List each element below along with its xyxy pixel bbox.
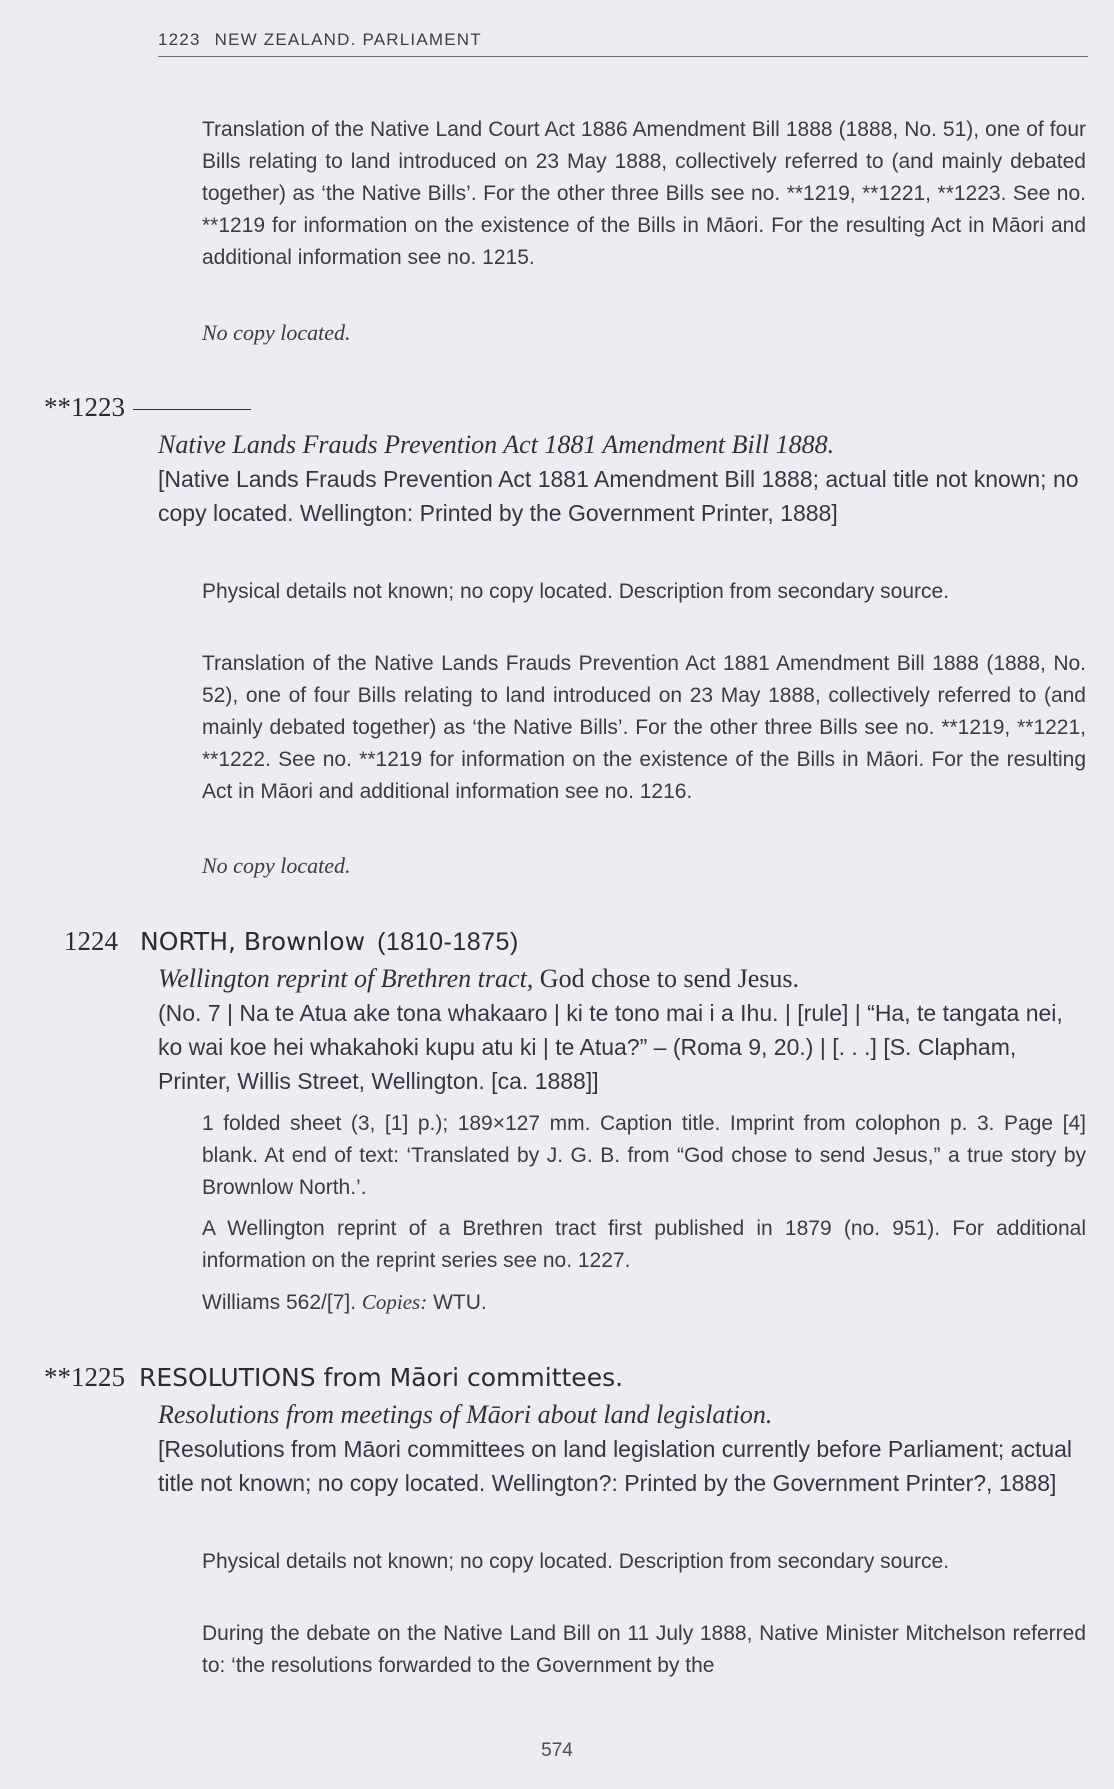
running-head-page: 1223 xyxy=(158,30,201,49)
entry-number: **1225 xyxy=(44,1362,125,1392)
entry-1224-title xyxy=(158,962,1088,996)
entry-1223-heading xyxy=(44,390,251,424)
author-name: NORTH, Brownlow xyxy=(140,927,366,956)
entry-1225-heading xyxy=(44,1360,623,1395)
copies-value: WTU. xyxy=(433,1291,487,1314)
entry-1225-title xyxy=(158,1398,1088,1432)
reference: Williams 562/[7]. xyxy=(202,1291,357,1314)
entry-number: 1224 xyxy=(64,926,118,956)
entry-1225-physical-note: Physical details not known; no copy located. Description from secondary source. xyxy=(202,1550,950,1573)
entry-number: **1223 xyxy=(44,392,125,422)
entry-1223-translation-note: Translation of the Native Lands Frauds Prevention Act 1881 Amendment Bill 1888 (1888, No. 52), one of four Bills relating to land introduced on 23 May 1888, collectively referred to (and mainly debated together) as ‘the Native Bills’. For the other three Bills see no. **1219, **1221, **1222. See no. **1219 for information on the existence of the Bills in Māori. For the resulting Act in Māori and additional information see no. 1216. xyxy=(202,652,1086,803)
entry-1224-refs xyxy=(202,1286,1086,1319)
author-dash-rule xyxy=(133,409,251,410)
entry-title-italic: Wellington reprint of Brethren tract, xyxy=(158,964,534,993)
entry-1223-title xyxy=(158,428,1088,462)
entry-1224-heading xyxy=(64,924,519,959)
entry-1223-no-copy: No copy located. xyxy=(202,853,351,878)
entry-1223-imprint: [Native Lands Frauds Prevention Act 1881 Amendment Bill 1888; actual title not known; no copy located. Wellington: Printed by the Government Printer, 1888] xyxy=(158,466,1079,526)
page-number: 574 xyxy=(541,1740,573,1761)
copies-label: Copies: xyxy=(361,1290,428,1314)
entry-title: Resolutions from meetings of Māori about land legislation. xyxy=(158,1400,773,1429)
top-note-translation: Translation of the Native Land Court Act 1886 Amendment Bill 1888 (1888, No. 51), one of four Bills relating to land introduced on 23 May 1888, collectively referred to (and mainly debated together) as ‘the Native Bills’. For the other three Bills see no. **1219, **1221, **1223. See no. **1219 for information on the existence of the Bills in Māori. For the resulting Act in Māori and additional information see no. 1215. xyxy=(202,118,1086,269)
top-note-no-copy: No copy located. xyxy=(202,320,351,345)
entry-1224-reprint-note: A Wellington reprint of a Brethren tract first published in 1879 (no. 951). For additional information on the reprint series see no. 1227. xyxy=(202,1217,1086,1272)
entry-title-rest: God chose to send Jesus. xyxy=(533,964,800,993)
author-name: RESOLUTIONS from Māori committees. xyxy=(139,1363,624,1392)
entry-1225-imprint: [Resolutions from Māori committees on land legislation currently before Parliament; actual title not known; no copy located. Wellington?: Printed by the Government Printer?, 1888] xyxy=(158,1436,1073,1496)
entry-1225-debate-note: During the debate on the Native Land Bill on 11 July 1888, Native Minister Mitchelson referred to: ‘the resolutions forwarded to the Government by the xyxy=(202,1622,1086,1677)
running-head xyxy=(158,30,1088,57)
entry-1224-physical-note: 1 folded sheet (3, [1] p.); 189×127 mm. Caption title. Imprint from colophon p. 3. Page [4] blank. At end of text: ‘Translated by J. G. B. from “God chose to send Jesus,” a true story by Brownlow North.’. xyxy=(202,1112,1086,1199)
entry-1224-imprint: (No. 7 | Na te Atua ake tona whakaaro | ki te tono mai i a Ihu. | [rule] | “Ha, te tangata nei, ko wai koe hei whakahoki kupu atu ki | te Atua?” – (Roma 9, 20.) | [. . .] [S. Clapham, Printer, Willis Street, Wellington. [ca. 1888]] xyxy=(158,1000,1063,1094)
entry-1223-physical-note: Physical details not known; no copy located. Description from secondary source. xyxy=(202,580,950,603)
entry-title: Native Lands Frauds Prevention Act 1881 Amendment Bill 1888. xyxy=(158,430,835,459)
running-head-title: NEW ZEALAND. PARLIAMENT xyxy=(214,30,482,49)
author-dates: (1810-1875) xyxy=(377,928,519,956)
